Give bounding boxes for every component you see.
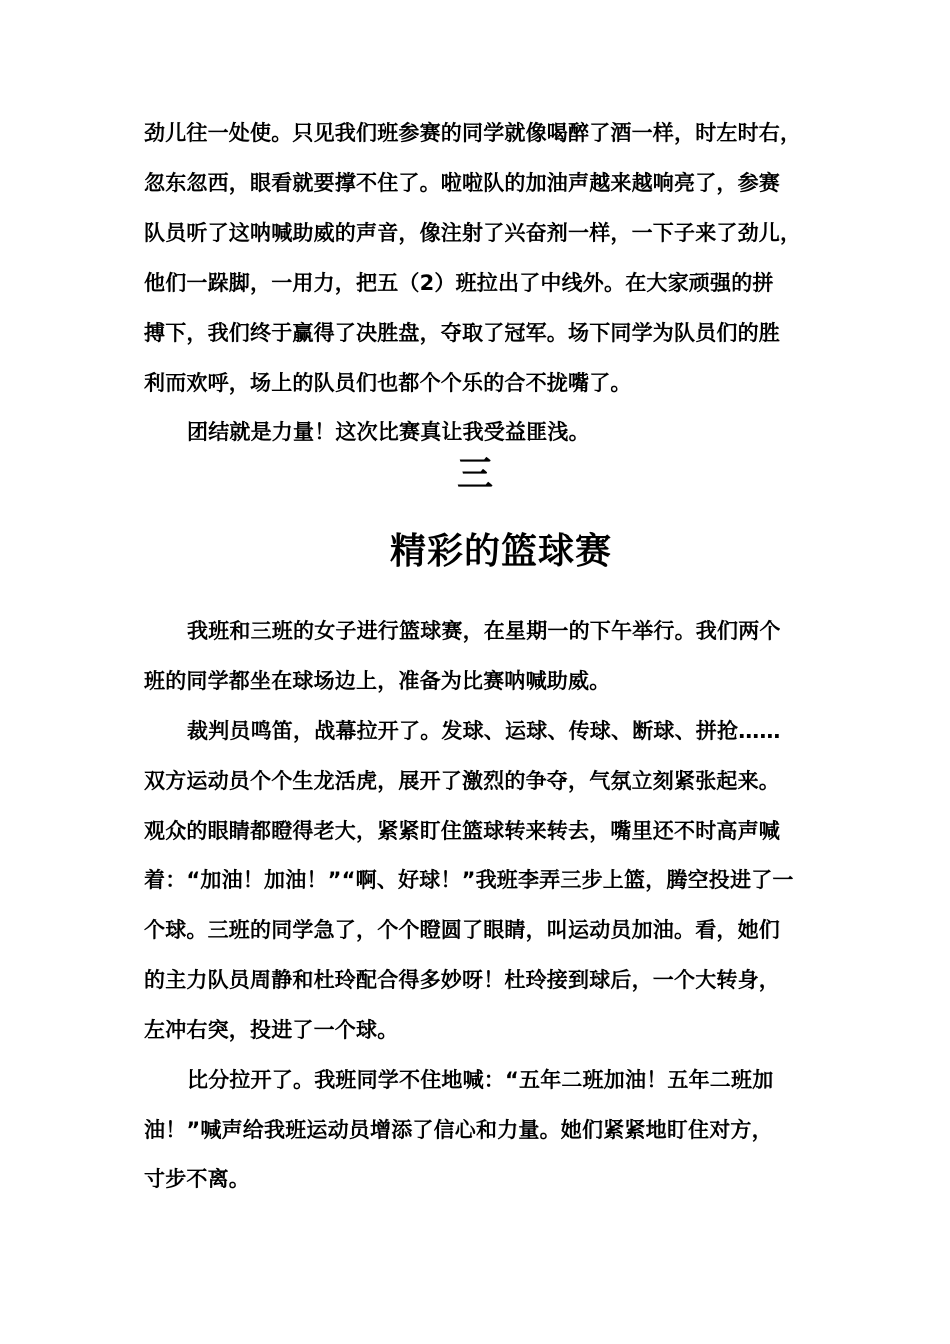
- paragraph-line: 班的同学都坐在球场边上，准备为比赛呐喊助威。: [144, 669, 611, 693]
- paragraph-line: 着：“加油！加油！”“啊、好球！”我班李弄三步上篮，腾空投进了一: [144, 868, 794, 892]
- paragraph-line: 个球。三班的同学急了，个个瞪圆了眼睛，叫运动员加油。看，她们: [144, 918, 780, 942]
- paragraph-line: 我班和三班的女子进行篮球赛，在星期一的下午举行。我们两个: [187, 619, 781, 643]
- paragraph-line: 的主力队员周静和杜玲配合得多妙呀！杜玲接到球后，一个大转身，: [144, 968, 780, 992]
- paragraph-line: 他们一跺脚，一用力，把五（2）班拉出了中线外。在大家顽强的拼: [144, 271, 774, 295]
- paragraph-line: 观众的眼睛都瞪得老大，紧紧盯住篮球转来转去，嘴里还不时高声喊: [144, 819, 780, 843]
- paragraph-line: 寸步不离。: [144, 1167, 250, 1191]
- section-title: 精彩的篮球赛: [390, 531, 613, 572]
- paragraph-line: 比分拉开了。我班同学不住地喊：“五年二班加油！五年二班加: [187, 1068, 774, 1092]
- paragraph-line: 搏下，我们终于赢得了决胜盘，夺取了冠军。场下同学为队员们的胜: [144, 321, 780, 345]
- closing-sentence: 团结就是力量！这次比赛真让我受益匪浅。: [187, 420, 590, 444]
- paragraph-line: 劲儿往一处使。只见我们班参赛的同学就像喝醉了酒一样，时左时右，: [144, 121, 802, 145]
- paragraph-line: 油！”喊声给我班运动员增添了信心和力量。她们紧紧地盯住对方，: [144, 1118, 773, 1142]
- paragraph-line: 利而欢呼，场上的队员们也都个个乐的合不拢嘴了。: [144, 371, 632, 395]
- paragraph-line: 左冲右突，投进了一个球。: [144, 1018, 399, 1042]
- section-number: 三: [456, 454, 493, 495]
- paragraph-line: 队员听了这呐喊助威的声音，像注射了兴奋剂一样，一下子来了劲儿，: [144, 221, 802, 245]
- paragraph-line: 双方运动员个个生龙活虎，展开了激烈的争夺，气氛立刻紧张起来。: [144, 769, 780, 793]
- paragraph-line: 裁判员鸣笛，战幕拉开了。发球、运球、传球、断球、拼抢……: [187, 719, 781, 743]
- paragraph-line: 忽东忽西，眼看就要撑不住了。啦啦队的加油声越来越响亮了，参赛: [144, 171, 780, 195]
